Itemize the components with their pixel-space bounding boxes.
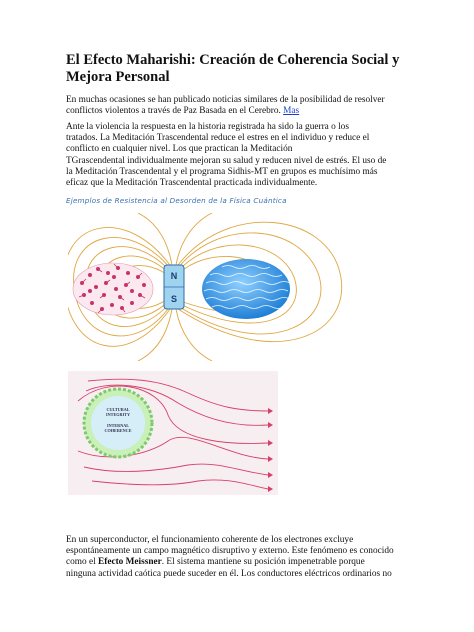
article-title: El Efecto Maharishi: Creación de Coherencia Social y Mejora Personal (66, 52, 400, 85)
figure-caption: Ejemplos de Resistencia al Desorden de la Física Cuántica (66, 196, 287, 205)
bubble-label: CULTURAL (106, 407, 130, 412)
superconductor-paragraph (66, 535, 426, 580)
south-label: S (170, 294, 178, 304)
body-line: eficaz que la Meditación Trascendental practicada individualmente. (66, 178, 318, 189)
north-label: N (170, 271, 178, 281)
coherence-figure (68, 371, 278, 495)
body-line: En un superconductor, el funcionamiento coherente de los electrones excluye (66, 535, 354, 545)
body-line: conflicto en cualquier nivel. Los que practican la Meditación (66, 144, 293, 155)
body-line: como el (66, 557, 99, 568)
bubble-label: INTERNAL (106, 423, 130, 428)
body-line: . El sistema mantiene su posición impenetrable porque (161, 557, 365, 568)
intro-line-1: En muchas ocasiones se han publicado noticias similares de la posibilidad de resolver (66, 95, 385, 105)
body-line: Ante la violencia la respuesta en la historia registrada ha sido la guerra o los (66, 122, 349, 132)
body-line: TGrascendental individualmente mejoran su salud y reducen nivel de estrés. El uso de (66, 155, 387, 166)
bubble-label: INTEGRITY (106, 412, 130, 417)
bubble-label: COHERENCE (104, 428, 132, 433)
body-line: la Meditación Trascendental y el programa Sidhis-MT en grupos es muchísimo más (66, 166, 378, 177)
meissner-term: Efecto Meissner (98, 557, 162, 568)
intro-line-2: conflictos violentos a través de Paz Basada en el Cerebro. (66, 106, 281, 117)
intro-paragraph (66, 95, 416, 117)
disordered-particles (73, 263, 153, 315)
more-link[interactable]: Mas (283, 106, 300, 117)
body-paragraph (66, 122, 416, 189)
body-line: espontáneamente un campo magnético disruptivo y externo. Este fenómeno es conocido (66, 546, 394, 557)
magnetic-field-figure (68, 213, 346, 361)
body-line: ninguna actividad caótica puede suceder en él. Los conductores eléctricos ordinarios no (66, 568, 392, 579)
magnet (164, 265, 184, 309)
coherence-bubble (84, 389, 152, 457)
body-line: tratados. La Meditación Trascendental reduce el estres en el individuo y reduce el (66, 133, 370, 144)
coherent-sphere (202, 259, 290, 319)
